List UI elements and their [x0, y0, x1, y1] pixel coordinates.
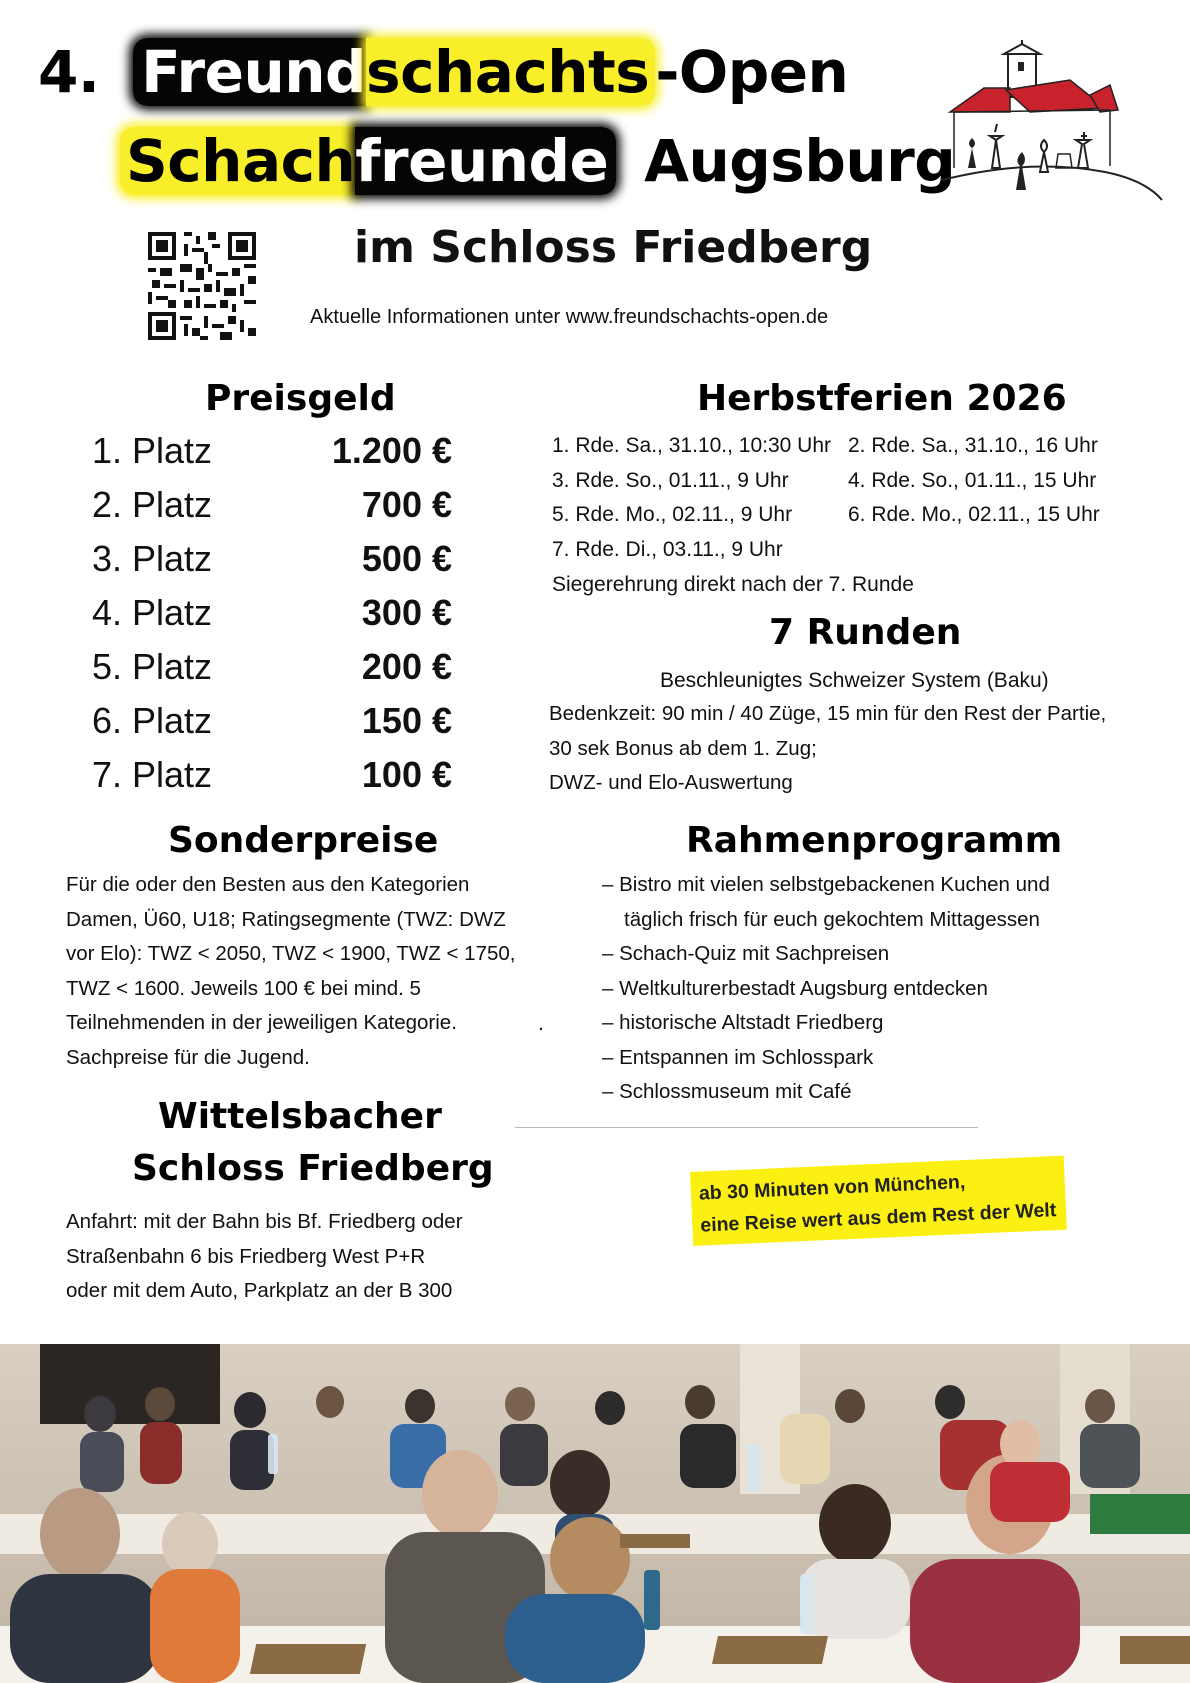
sonderpreise-line: Sachpreise für die Jugend. — [66, 1045, 310, 1069]
rahmenprogramm-item: – Schlossmuseum mit Café — [602, 1080, 852, 1103]
runden-system: Beschleunigtes Schweizer System (Baku) — [660, 669, 1049, 692]
runden-details — [549, 697, 1106, 801]
prize-place: 1. Platz — [92, 430, 213, 471]
tagline-line: eine Reise wert aus dem Rest der Welt — [699, 1199, 1057, 1237]
rahmenprogramm-item: – Schach-Quiz mit Sachpreisen — [602, 942, 890, 965]
round-item: 5. Rde. Mo., 02.11., 9 Uhr — [552, 503, 793, 526]
title-line-2 — [120, 125, 955, 197]
sonderpreise-line: Teilnehmenden in der jeweiligen Kategorie. — [66, 1011, 457, 1034]
prize-place: 5. Platz — [92, 646, 213, 687]
prize-row — [92, 538, 452, 592]
anfahrt-line: Straßenbahn 6 bis Friedberg West P+R — [66, 1244, 426, 1268]
prize-place: 7. Platz — [92, 754, 213, 795]
prize-amount: 100 € — [361, 754, 452, 795]
round-item: 3. Rde. So., 01.11., 9 Uhr — [552, 469, 789, 492]
schloss-heading-line2: Schloss Friedberg — [132, 1148, 494, 1189]
title-line-1 — [38, 36, 848, 108]
tournament-hall-photo — [0, 1344, 1190, 1683]
title-line2-city: Augsburg — [644, 127, 956, 195]
runden-line: DWZ- und Elo-Auswertung — [549, 771, 793, 794]
rahmenprogramm-item: – Bistro mit vielen selbstgebackenen Kuchen und — [602, 873, 1050, 896]
prize-row — [92, 754, 452, 808]
tagline-badge — [690, 1156, 1067, 1246]
prize-amount: 150 € — [361, 700, 452, 741]
prize-amount: 300 € — [361, 592, 452, 633]
rahmenprogramm-item: täglich frisch für euch gekochtem Mittagessen — [624, 907, 1040, 931]
website-info: Aktuelle Informationen unter www.freundschachts-open.de — [310, 306, 829, 328]
rahmenprogramm-item: – historische Altstadt Friedberg — [602, 1011, 884, 1034]
round-item: 7. Rde. Di., 03.11., 9 Uhr — [552, 538, 783, 561]
sonderpreise-line: TWZ < 1600. Jeweils 100 € bei mind. 5 — [66, 976, 421, 1000]
runden-line: Bedenkzeit: 90 min / 40 Züge, 15 min für den Rest der Partie, — [549, 702, 1107, 725]
title-line2-highlight-yellow: Schach — [120, 127, 355, 195]
section-divider — [515, 1127, 978, 1128]
prize-row — [92, 592, 452, 646]
title-line2-highlight-black: freunde — [355, 127, 616, 195]
title-suffix: -Open — [655, 38, 849, 106]
rahmenprogramm-item: – Entspannen im Schlosspark — [602, 1045, 874, 1069]
prize-amount: 1.200 € — [331, 430, 452, 471]
anfahrt-line: oder mit dem Auto, Parkplatz an der B 300 — [66, 1279, 453, 1302]
preisgeld-heading: Preisgeld — [205, 378, 396, 419]
herbstferien-heading: Herbstferien 2026 — [697, 378, 1067, 419]
event-location-subtitle: im Schloss Friedberg — [354, 222, 873, 273]
prize-place: 6. Platz — [92, 700, 213, 741]
runden-line: 30 sek Bonus ab dem 1. Zug; — [549, 736, 817, 760]
sonderpreise-heading: Sonderpreise — [168, 820, 439, 861]
rahmenprogramm-heading: Rahmenprogramm — [686, 820, 1063, 861]
prize-row — [92, 484, 452, 538]
sonderpreise-line: Für die oder den Besten aus den Kategorien — [66, 873, 470, 896]
prize-row — [92, 646, 452, 700]
round-item: 1. Rde. Sa., 31.10., 10:30 Uhr — [552, 434, 832, 457]
prize-amount: 500 € — [361, 538, 452, 579]
castle-chess-logo-icon — [940, 40, 1165, 210]
prize-place: 2. Platz — [92, 484, 213, 525]
title-highlight-yellow: schachts — [366, 38, 655, 106]
runden-heading: 7 Runden — [769, 612, 962, 653]
qr-code-icon — [148, 232, 256, 340]
tagline-line: ab 30 Minuten von München, — [698, 1171, 966, 1205]
ceremony-note: Siegerehrung direkt nach der 7. Runde — [552, 573, 914, 596]
prize-row — [92, 700, 452, 754]
anfahrt-text — [66, 1205, 463, 1309]
schloss-heading-line1: Wittelsbacher — [158, 1096, 442, 1137]
sonderpreise-line: Damen, Ü60, U18; Ratingsegmente (TWZ: DWZ — [66, 907, 506, 931]
sonderpreise-text — [66, 868, 515, 1075]
rahmenprogramm-item: – Weltkulturerbestadt Augsburg entdecken — [602, 976, 988, 1000]
round-item: 6. Rde. Mo., 02.11., 15 Uhr — [848, 503, 1100, 526]
prize-amount: 200 € — [361, 646, 452, 687]
sonderpreise-line: vor Elo): TWZ < 2050, TWZ < 1900, TWZ < 1750, — [66, 942, 516, 965]
rahmenprogramm-list — [602, 868, 1050, 1110]
prize-place: 3. Platz — [92, 538, 213, 579]
stray-dot: . — [538, 1012, 544, 1035]
round-item: 2. Rde. Sa., 31.10., 16 Uhr — [848, 434, 1098, 457]
prize-place: 4. Platz — [92, 592, 213, 633]
title-number: 4. — [38, 38, 100, 106]
prize-row — [92, 430, 452, 484]
round-item: 4. Rde. So., 01.11., 15 Uhr — [848, 469, 1097, 492]
title-highlight-black: Freund — [133, 38, 366, 106]
prize-amount: 700 € — [361, 484, 452, 525]
anfahrt-line: Anfahrt: mit der Bahn bis Bf. Friedberg oder — [66, 1210, 463, 1233]
